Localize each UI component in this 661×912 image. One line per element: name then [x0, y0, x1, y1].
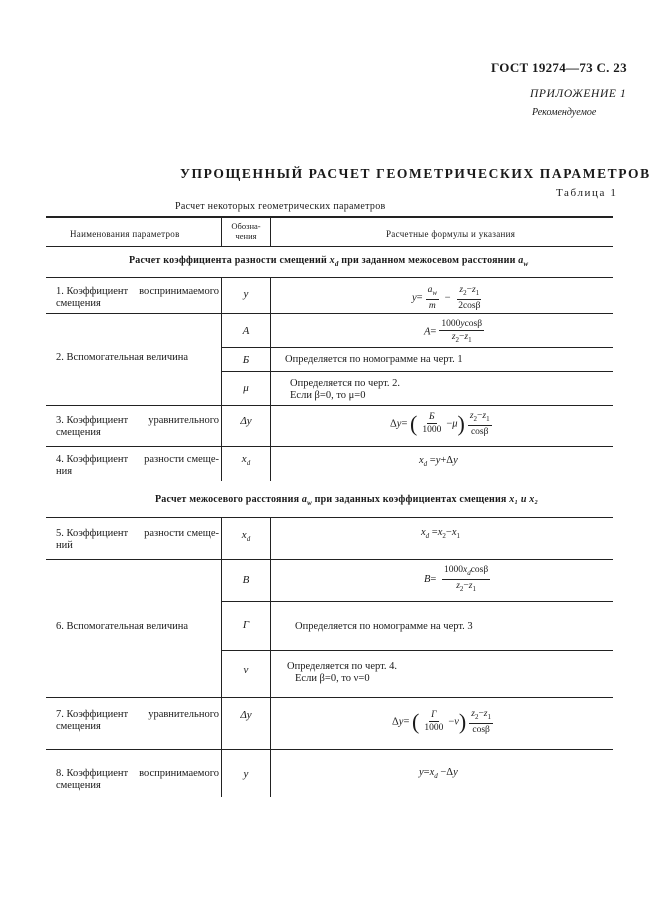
row7-symbol: Δy: [240, 709, 252, 721]
gost-page-number: ГОСТ 19274—73 С. 23: [491, 60, 627, 75]
s2-row6a-rule: [221, 601, 613, 602]
row6b-symbol: Г: [242, 619, 250, 631]
row5-symbol: $x_d$: [241, 529, 251, 544]
document-title: УПРОЩЕННЫЙ РАСЧЕТ ГЕОМЕТРИЧЕСКИХ ПАРАМЕТРОВ: [180, 166, 651, 181]
s2-row5-rule: [46, 559, 613, 560]
row6a-formula: B= $\frac{1000x_d\cos\beta}{z_2-z_1}$: [424, 565, 489, 593]
row3-symbol: Δy: [240, 415, 252, 427]
row2a-symbol: A: [242, 325, 250, 337]
row6a-symbol: B: [242, 574, 250, 586]
row6b-text: Определяется по номограмме на черт. 3: [295, 621, 473, 632]
row3-name: 3. Коэффициент уравнительного смещения: [56, 415, 219, 438]
s1-col-divider-1: [221, 277, 222, 481]
s1-row2-rule: [46, 405, 613, 406]
s2-row6b-rule: [221, 650, 613, 651]
row4-formula: $x_d =y+\Delta y$: [419, 455, 458, 469]
row1-symbol: y: [243, 288, 249, 300]
row4-name: 4. Коэффициент разности смеще- ния: [56, 454, 219, 477]
row5-name: 5. Коэффициент разности смеще- ний: [56, 528, 219, 551]
table-top-rule: [46, 216, 613, 218]
recommended-label: Рекомендуемое: [532, 107, 597, 118]
row2c-text: Определяется по черт. 2. Если β=0, то μ=0: [290, 378, 401, 401]
header-bottom-rule: [46, 246, 613, 247]
s1-row1-rule: [46, 313, 613, 314]
appendix-label: ПРИЛОЖЕНИЕ 1: [530, 88, 627, 100]
row6c-symbol: ν: [243, 664, 249, 676]
row2a-formula: A= $\frac{1000ycos\beta}{z_2-z_1}$: [424, 319, 483, 344]
row1-name: 1. Коэффициент воспринимаемого смещения: [56, 286, 219, 309]
row6-name: 6. Вспомогательная величина: [56, 621, 189, 632]
s1-row2a-rule: [221, 347, 613, 348]
row2-name: 2. Вспомогательная величина: [56, 352, 189, 363]
col-header-symbol: Обозна- чения: [231, 221, 261, 241]
table-number: Таблица 1: [556, 187, 618, 199]
s1-row3-rule: [46, 446, 613, 447]
s2-top-rule: [46, 517, 613, 518]
col-header-formula: Расчетные формулы и указания: [386, 229, 516, 239]
col-header-name: Наименования параметров: [70, 229, 180, 239]
row7-name: 7. Коэффициент уравнительного смещения: [56, 709, 219, 732]
row4-symbol: $x_d$: [241, 453, 251, 468]
s2-row7-rule: [46, 749, 613, 750]
row5-formula: $x_d =x_2-x_1$: [421, 527, 460, 541]
row7-formula: Δy= ( $\frac{Г}{1000}$ −ν) $\frac{z_2-z_1}{\cos\beta}$: [392, 708, 491, 735]
row3-formula: Δy= ( $\frac{Б}{1000}$ −μ) $\frac{z_2-z_1}{\cos\beta}$: [390, 410, 490, 437]
row2b-symbol: Б: [242, 354, 250, 366]
row8-formula: $y=x_d -\Delta y$: [419, 767, 458, 781]
row6c-text: Определяется по черт. 4. Если β=0, то ν=0: [287, 661, 398, 684]
row8-symbol: y: [243, 768, 249, 780]
s1-col-divider-2: [270, 277, 271, 481]
row2b-text: Определяется по номограмме на черт. 1: [285, 354, 463, 365]
section1-title: Расчет коэффициента разности смещений $x_d$ при заданном межосевом расстоянии $a_w$: [129, 255, 529, 268]
row8-name: 8. Коэффициент воспринимаемого смещения: [56, 768, 219, 791]
row1-formula: y= $\frac{a_w}{m}$ − $\frac{z_2-z_1}{2\cos\beta}$: [412, 285, 481, 311]
header-col-divider-1: [221, 216, 222, 246]
row2c-symbol: μ: [243, 382, 249, 394]
s2-row6-rule: [46, 697, 613, 698]
section2-title: Расчет межосевого расстояния $a_w$ при заданных коэффициентах смещения x₁ и x₂: [155, 494, 539, 507]
table-caption: Расчет некоторых геометрических параметров: [175, 201, 386, 212]
s1-top-rule: [46, 277, 613, 278]
header-col-divider-2: [270, 216, 271, 246]
s1-row2b-rule: [221, 371, 613, 372]
